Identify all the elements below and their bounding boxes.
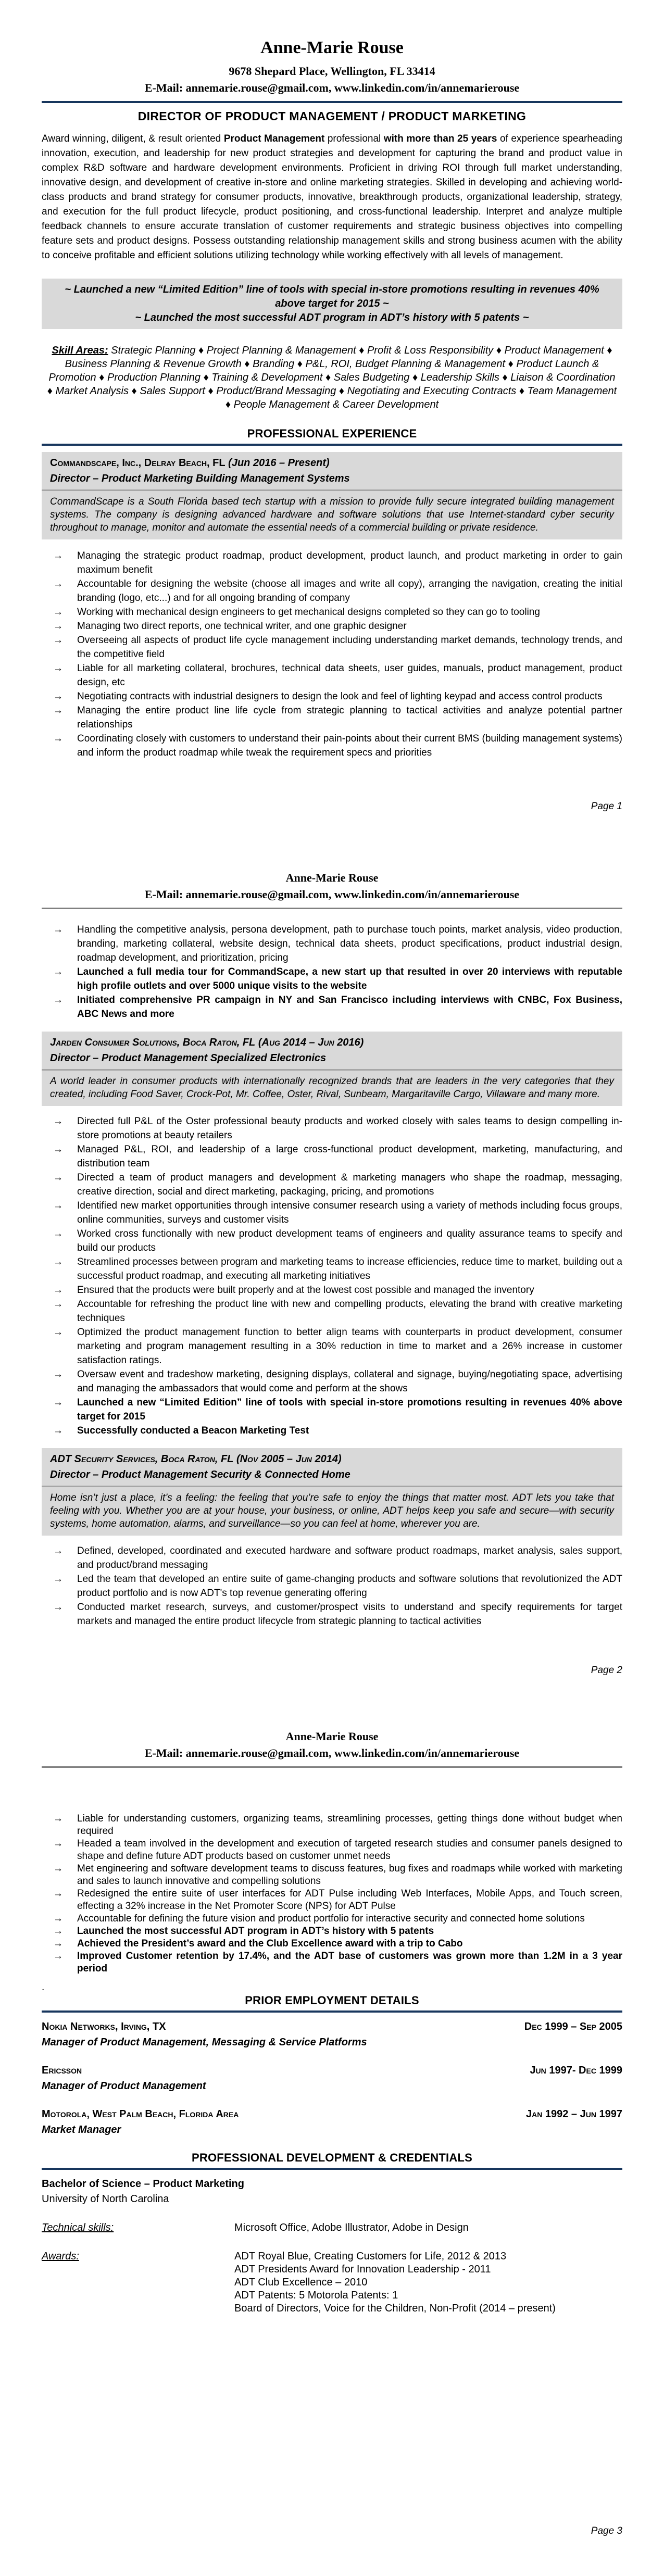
bullet-item: → Initiated comprehensive PR campaign in NY and San Francisco including interviews with CNBC, Fox Business, ABC News and more <box>42 993 622 1021</box>
bullet-item: → Improved Customer retention by 17.4%, and the ADT base of customers was grown more than 1.2M in a 3 year period <box>42 1950 622 1975</box>
job-header-adt <box>42 1448 622 1536</box>
bullet-item: → Redesigned the entire suite of user interfaces for ADT Pulse including Web Interfaces, Mobile Apps, and Touch screen, effecting a 32% increase in the Net Promoter Score (NPS) for ADT Pulse <box>42 1888 622 1913</box>
section-heading-development: PROFESSIONAL DEVELOPMENT & CREDENTIALS <box>192 2151 472 2164</box>
awards-list <box>234 2250 556 2315</box>
bullet-item: → Oversaw event and tradeshow marketing, designing displays, collateral and signage, buying/negotiating space, advertising and managing the ambassadors that would come and perform at the shows <box>42 1367 622 1396</box>
company-description: A world leader in consumer products with internationally recognized brands that are leaders in the very categories that they created, including Food Saver, Crock-Pot, Mr. Coffee, Oster, Rival, Sunbeam, Margaritaville Cargo, Villaware and many more. <box>50 1076 614 1100</box>
bullet-item: → Managing two direct reports, one technical writer, and one graphic designer <box>42 619 622 633</box>
bullet-item: → Headed a team involved in the development and execution of targeted research studies and consumer panels designed to shape and define future ADT products based on customer unmet needs <box>42 1838 622 1863</box>
bullet-item: → Conducted market research, surveys, and customer/prospect visits to understand and specify requirements for target markets and managed the entire product lifecycle from strategic planning to tactical activities <box>42 1600 622 1628</box>
job-box-divider <box>42 489 622 491</box>
candidate-name: Anne-Marie Rouse <box>260 38 404 57</box>
employment-dates: (Nov 2005 – Jun 2014) <box>236 1453 342 1465</box>
awards-label: Awards: <box>42 2251 79 2262</box>
employment-dates: Jan 1992 – Jun 1997 <box>525 2108 622 2120</box>
candidate-email-line: E-Mail: annemarie.rouse@gmail.com, www.linkedin.com/in/annemarierouse <box>144 1746 520 1760</box>
job-title: Director – Product Marketing Building Management Systems <box>50 473 350 484</box>
bullet-item: → Overseeing all aspects of product life cycle management including understanding market demands, technology trends, and the competitive field <box>42 633 622 661</box>
section-heading-prior-employment: PRIOR EMPLOYMENT DETAILS <box>245 1994 419 2007</box>
bullet-item: → Handling the competitive analysis, persona development, path to purchase touch points, market analysis, video production, branding, marketing collateral, website design, technical data sheets, product specifications, product industrial design, roadmap development, and prioritization, pricing <box>42 923 622 965</box>
resume-page-1 <box>0 0 664 859</box>
education-degree: Bachelor of Science – Product Marketing <box>42 2178 244 2190</box>
candidate-email-line: E-Mail: annemarie.rouse@gmail.com, www.linkedin.com/in/annemarierouse <box>144 81 520 94</box>
prior-company-line <box>42 2020 622 2033</box>
summary-text: of experience spearheading innovation, execution, and leadership for new product strategies and development for capturing the brand and product value in complex R&D software and hardware development environments. Proficient in driving ROI through full market understanding, innovative design, and development of creative in-store and online marketing strategies. Skilled in developing and achieving world-class products and brand strategy for consumer products, innovative, breakthrough products, organizational leadership, strategy, and execution for the full product lifecycle, product positioning, and cross-functional leadership. Interpret and analyze multiple feedback channels to ensure accurate translation of customer requirements and strategic business objectives into compelling feature sets and product designs. Possess outstanding relationship management skills and strong business acumen with the ability to conceive profitable and efficient solutions utilizing technology while working effectively with all levels of management. <box>42 133 622 261</box>
job-title: Market Manager <box>42 2124 121 2135</box>
summary-text: Award winning, diligent, & result oriented <box>42 133 224 144</box>
bullet-item: → Liable for all marketing collateral, brochures, technical data sheets, user guides, manuals, product management, product design, etc <box>42 661 622 689</box>
company-name: ADT Security Services, Boca Raton, FL <box>50 1453 234 1465</box>
bullet-item: → Identified new market opportunities through intensive consumer research using a variety of methods including focus groups, online communities, surveys and customer visits <box>42 1199 622 1227</box>
bullet-item: → Liable for understanding customers, organizing teams, streamlining processes, getting things done without budget when required <box>42 1813 622 1838</box>
bullet-item: → Successfully conducted a Beacon Marketing Test <box>42 1424 622 1438</box>
header-divider <box>42 908 622 909</box>
skill-areas-label: Skill Areas: <box>52 345 108 356</box>
bullet-item: → Defined, developed, coordinated and executed hardware and software product roadmaps, market analysis, sales support, and product/brand messaging <box>42 1544 622 1572</box>
summary-bold: with more than 25 years <box>383 133 497 144</box>
bullet-item: → Optimized the product management function to better align teams with counterparts in product development, consumer marketing and program management resulting in a 30% reduction in time to market and a 26% increase in customer satisfaction ratings. <box>42 1325 622 1367</box>
bullet-item: → Launched the most successful ADT program in ADT’s history with 5 patents <box>42 1925 622 1938</box>
bullet-item: → Launched a full media tour for CommandScape, a new start up that resulted in over 20 interviews with reputable high profile outlets and over 5000 unique visits to the website <box>42 965 622 993</box>
employment-dates: Jun 1997- Dec 1999 <box>530 2065 622 2076</box>
bullet-item: → Met engineering and software development teams to discuss features, bug fixes and roadmaps while worked with marketing and sales to launch innovative and compelling solutions <box>42 1863 622 1888</box>
bullet-item: → Worked cross functionally with new product development teams of engineers and quality assurance teams to specify and build our products <box>42 1227 622 1255</box>
prior-company-line <box>42 2107 622 2121</box>
job-title: Director – Product Management Security & Connected Home <box>50 1469 350 1480</box>
bullet-item: → Accountable for defining the future vision and product portfolio for interactive security and connected home solutions <box>42 1913 622 1925</box>
technical-skills-row <box>42 2221 622 2234</box>
award-item: ADT Presidents Award for Innovation Leadership - 2011 <box>234 2264 491 2275</box>
bullet-item: → Coordinating closely with customers to understand their pain-points about their current BMS (building management systems) and inform the product roadmap while tweak the requirement specs and priorities <box>42 732 622 760</box>
company-name: Motorola, West Palm Beach, Florida Area <box>42 2108 239 2120</box>
candidate-name: Anne-Marie Rouse <box>285 871 379 884</box>
awards-row <box>42 2250 622 2315</box>
bullet-item: → Accountable for refreshing the product line with new and compelling products, elevating the brand with creative marketing techniques <box>42 1297 622 1325</box>
role-title: DIRECTOR OF PRODUCT MANAGEMENT / PRODUCT MARKETING <box>137 109 527 123</box>
employment-dates: (Jun 2016 – Present) <box>228 457 330 469</box>
employment-dates: (Aug 2014 – Jun 2016) <box>258 1037 364 1048</box>
prior-job-nokia <box>42 2020 622 2049</box>
bullet-item: → Directed full P&L of the Oster professional beauty products and worked closely with sales teams to design compelling in-store promotions at beauty retailers <box>42 1114 622 1142</box>
company-name: Jarden Consumer Solutions, Boca Raton, FL <box>50 1037 256 1048</box>
job-company-line <box>50 456 614 470</box>
header-divider <box>42 1766 622 1768</box>
section-divider <box>42 2168 622 2170</box>
job-company-line <box>50 1452 614 1466</box>
company-description: CommandScape is a South Florida based tech startup with a mission to provide fully secure integrated building management systems. The company is designing advanced hardware and software solutions that use Internet-standard cyber security throughout to manage, monitor and automate the essential needs of a commercial building or private residence. <box>50 496 614 533</box>
education-school: University of North Carolina <box>42 2193 169 2205</box>
highlight-line: ~ Launched the most successful ADT program in ADT’s history with 5 patents ~ <box>135 312 529 323</box>
stray-period: . <box>42 1982 45 1993</box>
job-title: Director – Product Management Specialized Electronics <box>50 1052 327 1064</box>
page-number: Page 1 <box>591 801 622 812</box>
summary-bold: Product Management <box>223 133 325 144</box>
bullet-list-commandscape-p2 <box>42 923 622 1021</box>
company-description: Home isn’t just a place, it’s a feeling: the feeling that you’re safe to enjoy the things that matter most. ADT lets you take that feeling with you. Whether you are at your house, your business, or online, ADT helps keep you safe and secure—with security systems, home automation, alarms, and surveillance—so you can feel at home, wherever you are. <box>50 1492 614 1529</box>
award-item: Board of Directors, Voice for the Children, Non-Profit (2014 – present) <box>234 2303 556 2314</box>
section-heading-experience: PROFESSIONAL EXPERIENCE <box>247 427 417 440</box>
bullet-item: → Accountable for designing the website (choose all images and write all copy), arranging the navigation, creating the initial branding (logo, etc...) and for all ongoing branding of company <box>42 577 622 605</box>
resume-page-3 <box>0 1717 664 2576</box>
bullet-item: → Managing the entire product line life cycle from strategic planning to tactical activities and analyze potential partner relationships <box>42 703 622 732</box>
technical-skills-value: Microsoft Office, Adobe Illustrator, Adobe in Design <box>234 2222 469 2233</box>
bullet-item: → Directed a team of product managers and development & marketing managers who shape the roadmap, messaging, creative direction, social and direct marketing, packaging, pricing, and promotions <box>42 1171 622 1199</box>
bullet-item: → Managing the strategic product roadmap, product development, product launch, and product marketing in order to gain maximum benefit <box>42 549 622 577</box>
candidate-email-line: E-Mail: annemarie.rouse@gmail.com, www.linkedin.com/in/annemarierouse <box>144 888 520 901</box>
job-box-divider <box>42 1069 622 1071</box>
job-title: Manager of Product Management, Messaging & Service Platforms <box>42 2037 367 2048</box>
technical-skills-label: Technical skills: <box>42 2222 114 2233</box>
page-number: Page 2 <box>591 1665 622 1676</box>
company-name: Commandscape, Inc., Delray Beach, FL <box>50 457 225 469</box>
award-item: ADT Club Excellence – 2010 <box>234 2277 368 2288</box>
job-header-jarden <box>42 1032 622 1106</box>
job-box-divider <box>42 1486 622 1487</box>
bullet-item: → Achieved the President’s award and the Club Excellence award with a trip to Cabo <box>42 1938 622 1950</box>
bullet-list-commandscape-p1 <box>42 549 622 760</box>
bullet-item: → Launched a new “Limited Edition” line of tools with special in-store promotions resulting in revenues 40% above target for 2015 <box>42 1396 622 1424</box>
candidate-name: Anne-Marie Rouse <box>285 1730 379 1743</box>
achievement-highlight-box <box>42 279 622 329</box>
section-divider <box>42 444 622 446</box>
bullet-item: → Managed P&L, ROI, and leadership of a large cross-functional product development, marketing, manufacturing, and distribution team <box>42 1142 622 1171</box>
prior-company-line <box>42 2064 622 2077</box>
header-divider <box>42 101 622 103</box>
job-title: Manager of Product Management <box>42 2080 206 2092</box>
job-company-line <box>50 1036 614 1049</box>
award-item: ADT Royal Blue, Creating Customers for Life, 2012 & 2013 <box>234 2251 507 2262</box>
bullet-item: → Ensured that the products were built properly and at the lowest cost possible and managed the inventory <box>42 1283 622 1297</box>
bullet-list-adt-p2 <box>42 1544 622 1628</box>
skill-areas <box>47 344 617 411</box>
bullet-item: → Negotiating contracts with industrial designers to design the look and feel of lighting keypad and access control products <box>42 689 622 703</box>
job-header-commandscape <box>42 452 622 539</box>
award-item: ADT Patents: 5 Motorola Patents: 1 <box>234 2290 398 2301</box>
summary-text: professional <box>324 133 384 144</box>
company-name: Nokia Networks, Irving, TX <box>42 2021 166 2032</box>
employment-dates: Dec 1999 – Sep 2005 <box>524 2021 622 2032</box>
bullet-item: → Led the team that developed an entire suite of game-changing products and software solutions that revolutionized the ADT product portfolio and is now ADT's top revenue generating offering <box>42 1572 622 1600</box>
company-name: Ericsson <box>42 2065 82 2076</box>
bullet-item: → Streamlined processes between program and marketing teams to increase efficiencies, reduce time to market, building out a successful product roadmap, and executing all marketing initiatives <box>42 1255 622 1283</box>
highlight-line: ~ Launched a new “Limited Edition” line of tools with special in-store promotions resulting in revenues 40% above target for 2015 ~ <box>65 284 599 309</box>
bullet-item: → Working with mechanical design engineers to get mechanical designs completed so they can go to tooling <box>42 605 622 619</box>
bullet-list-adt-p3 <box>42 1813 622 1975</box>
skill-areas-list: Strategic Planning ♦ Project Planning & Management ♦ Profit & Loss Responsibility ♦ Product Management ♦ Business Planning & Revenue Growth ♦ Branding ♦ P&L, ROI, Budget Planning & Management ♦ Product Launch & Promotion ♦ Production Planning ♦ Training & Development ♦ Sales Budgeting ♦ Leadership Skills ♦ Liaison & Coordination ♦ Market Analysis ♦ Sales Support ♦ Product/Brand Messaging ♦ Negotiating and Executing Contracts ♦ Team Management ♦ People Management & Career Development <box>47 345 617 410</box>
bullet-list-jarden <box>42 1114 622 1438</box>
resume-page-2 <box>0 859 664 1717</box>
section-divider <box>42 2010 622 2013</box>
prior-job-motorola <box>42 2107 622 2137</box>
professional-summary <box>42 132 622 263</box>
prior-job-ericsson <box>42 2064 622 2093</box>
candidate-address: 9678 Shepard Place, Wellington, FL 33414 <box>229 65 435 78</box>
page-number: Page 3 <box>591 2525 622 2536</box>
